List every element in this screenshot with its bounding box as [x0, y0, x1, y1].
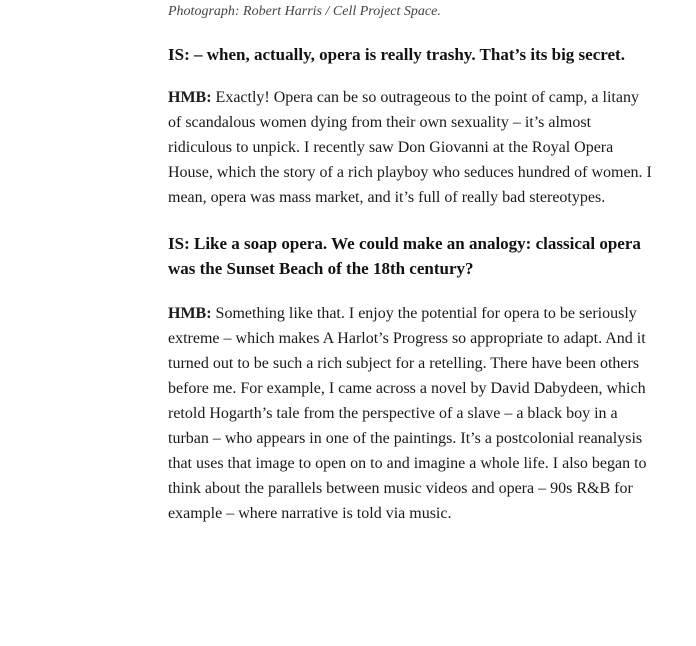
interview-question: IS: – when, actually, opera is really trashy. That’s its big secret. — [168, 45, 625, 64]
answer-text: Exactly! Opera can be so outrageous to the point of camp, a litany of scandalous women dying from their own sexuality – it’s almost ridiculous to unpick. I recently saw Don Giovanni at the Royal Opera House, which the story of a rich playboy who seduces hundred of women. I mean, opera was mass market, and it’s full of really bad stereotypes. — [168, 89, 652, 206]
article-body — [168, 0, 652, 526]
interview-question: IS: Like a soap opera. We could make an analogy: classical opera was the Sunset Beach of the 18th century? — [168, 234, 641, 278]
speaker-label: HMB: — [168, 89, 212, 106]
photo-caption: Photograph: Robert Harris / Cell Project Space. — [168, 4, 441, 19]
speaker-label: HMB: — [168, 305, 212, 322]
interview-answer — [168, 301, 652, 526]
interview-answer — [168, 85, 652, 210]
answer-text: Something like that. I enjoy the potential for opera to be seriously extreme – which makes A Harlot’s Progress so appropriate to adapt. And it turned out to be such a rich subject for a retelling. There have been others before me. For example, I came across a novel by David Dabydeen, which retold Hogarth’s tale from the perspective of a slave – a black boy in a turban – who appears in one of the paintings. It’s a postcolonial reanalysis that uses that image to open on to and imagine a whole life. I also began to think about the parallels between music videos and opera – 90s R&B for example – where narrative is told via music. — [168, 305, 647, 522]
